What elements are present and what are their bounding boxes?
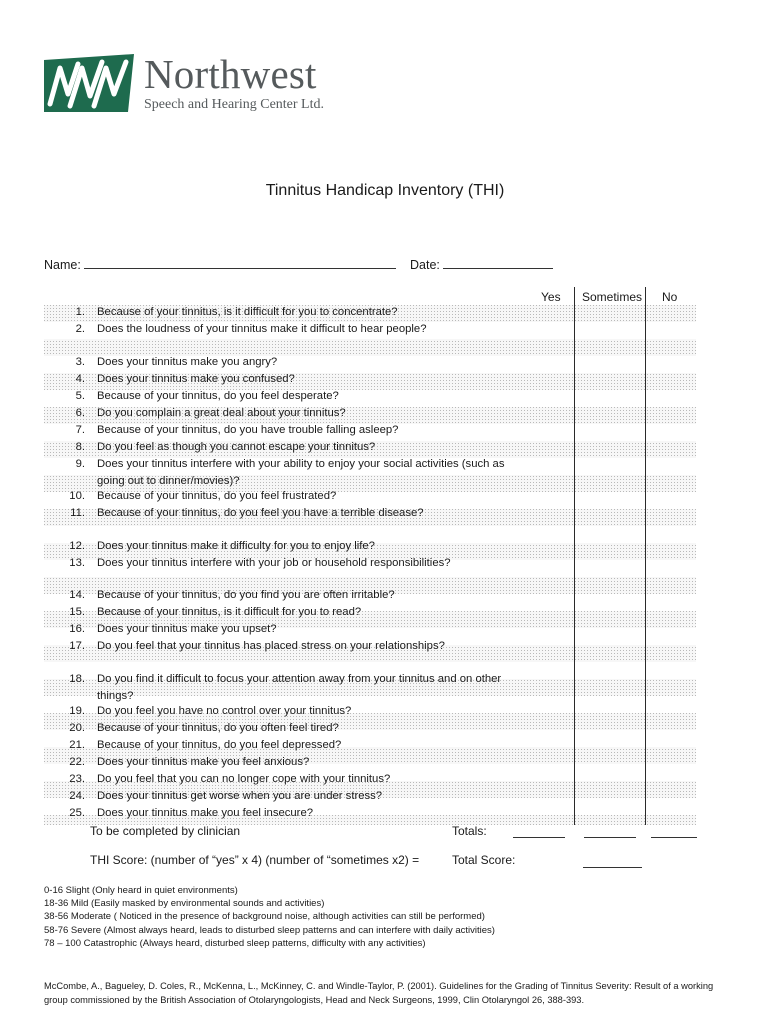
question-number: 6.: [75, 407, 85, 419]
question-text: Does your tinnitus make you upset?: [97, 623, 277, 635]
question-text: Do you complain a great deal about your tinnitus?: [97, 407, 346, 419]
severity-legend-item: 0-16 Slight (Only heard in quiet environments): [44, 885, 238, 896]
thi-score-formula: THI Score: (number of “yes” x 4) (number of “sometimes x2) =: [90, 853, 420, 867]
question-number: 1.: [75, 306, 85, 318]
logo-subtitle: Speech and Hearing Center Ltd.: [144, 97, 324, 112]
question-number: 19.: [69, 705, 85, 717]
question-number: 13.: [69, 557, 85, 569]
question-number: 25.: [69, 807, 85, 819]
total-sometimes-blank[interactable]: [584, 836, 636, 838]
question-number: 21.: [69, 739, 85, 751]
clinician-label: To be completed by clinician: [90, 824, 241, 838]
name-label: Name:: [44, 258, 81, 272]
form-title: Tinnitus Handicap Inventory (THI): [265, 182, 505, 199]
question-text: Because of your tinnitus, is it difficult for you to read?: [97, 606, 362, 618]
question-number: 17.: [69, 640, 85, 652]
question-number: 15.: [69, 606, 85, 618]
total-score-label: Total Score:: [452, 853, 516, 867]
logo-wordmark: Northwest: [144, 51, 317, 97]
column-header-yes: Yes: [541, 290, 561, 304]
severity-legend-item: 18-36 Mild (Easily masked by environmental sounds and activities): [44, 898, 325, 909]
question-number: 18.: [69, 673, 85, 685]
question-text: Does your tinnitus make you feel anxious?: [97, 756, 310, 768]
question-number: 22.: [69, 756, 85, 768]
column-header-sometimes: Sometimes: [582, 290, 643, 304]
question-text: Because of your tinnitus, do you feel depressed?: [97, 739, 342, 751]
question-number: 10.: [69, 490, 85, 502]
question-text: Because of your tinnitus, do you have trouble falling asleep?: [97, 424, 399, 436]
question-number: 8.: [75, 441, 85, 453]
question-text: Because of your tinnitus, do you often feel tired?: [97, 722, 339, 734]
question-text: Because of your tinnitus, do you feel desperate?: [97, 390, 339, 402]
question-text: Does the loudness of your tinnitus make it difficult to hear people?: [97, 323, 427, 335]
question-number: 11.: [70, 507, 85, 519]
question-number: 5.: [75, 390, 85, 402]
question-text: Do you feel that your tinnitus has placed stress on your relationships?: [97, 640, 445, 652]
question-text: Because of your tinnitus, is it difficult for you to concentrate?: [97, 306, 398, 318]
total-yes-blank[interactable]: [513, 836, 565, 838]
question-number: 2.: [75, 323, 85, 335]
question-text: Do you feel as though you cannot escape your tinnitus?: [97, 441, 376, 453]
name-field[interactable]: [44, 256, 396, 273]
date-label: Date:: [410, 258, 440, 272]
question-text: Does your tinnitus interfere with your job or household responsibilities?: [97, 557, 451, 569]
severity-legend-item: 78 – 100 Catastrophic (Always heard, disturbed sleep patterns, difficulty with any activities): [44, 938, 426, 949]
name-blank[interactable]: [84, 256, 396, 269]
question-number: 16.: [69, 623, 85, 635]
question-number: 12.: [69, 540, 85, 552]
question-number: 23.: [69, 773, 85, 785]
question-number: 24.: [69, 790, 85, 802]
question-text: Do you feel that you can no longer cope with your tinnitus?: [97, 773, 391, 785]
question-text: Does your tinnitus make you confused?: [97, 373, 295, 385]
question-text: Do you find it difficult to focus your attention away from your tinnitus and on other things?: [97, 673, 502, 702]
question-text: Does your tinnitus get worse when you are under stress?: [97, 790, 383, 802]
date-field[interactable]: [410, 256, 553, 273]
severity-legend-item: 58-76 Severe (Almost always heard, leads to disturbed sleep patterns and can interfere with daily activities): [44, 925, 495, 936]
severity-legend-item: 38-56 Moderate ( Noticed in the presence of background noise, although activities can still be performed): [44, 911, 485, 922]
question-text: Do you feel you have no control over your tinnitus?: [97, 705, 352, 717]
question-text: Does your tinnitus interfere with your ability to enjoy your social activities (such as going out to dinner/movies)?: [97, 458, 505, 487]
total-score-blank[interactable]: [583, 866, 642, 868]
totals-label: Totals:: [452, 824, 487, 838]
question-number: 9.: [75, 458, 85, 470]
question-text: Does your tinnitus make it difficulty for you to enjoy life?: [97, 540, 375, 552]
date-blank[interactable]: [443, 256, 553, 269]
column-divider-sometimes: [645, 287, 646, 825]
citation: McCombe, A., Bagueley, D. Coles, R., McKenna, L., McKinney, C. and Windle-Taylor, P. (2001). Guidelines for the Grading of Tinnitus Severity: Result of a working group commissioned by the British Association of Otolaryngologists, Head and Neck Surgeons, 1999, Clin Otolaryngol 26, 388-393.: [44, 981, 714, 1005]
question-text: Does your tinnitus make you angry?: [97, 356, 278, 368]
question-number: 4.: [75, 373, 85, 385]
question-text: Because of your tinnitus, do you feel frustrated?: [97, 490, 337, 502]
question-text: Does your tinnitus make you feel insecure?: [97, 807, 314, 819]
question-number: 7.: [75, 424, 85, 436]
question-number: 3.: [75, 356, 85, 368]
question-text: Because of your tinnitus, do you feel you have a terrible disease?: [97, 507, 424, 519]
column-header-no: No: [662, 290, 678, 304]
question-text: Because of your tinnitus, do you find you are often irritable?: [97, 589, 395, 601]
column-divider-yes: [574, 287, 575, 825]
total-no-blank[interactable]: [651, 836, 697, 838]
question-number: 20.: [69, 722, 85, 734]
question-number: 14.: [69, 589, 85, 601]
